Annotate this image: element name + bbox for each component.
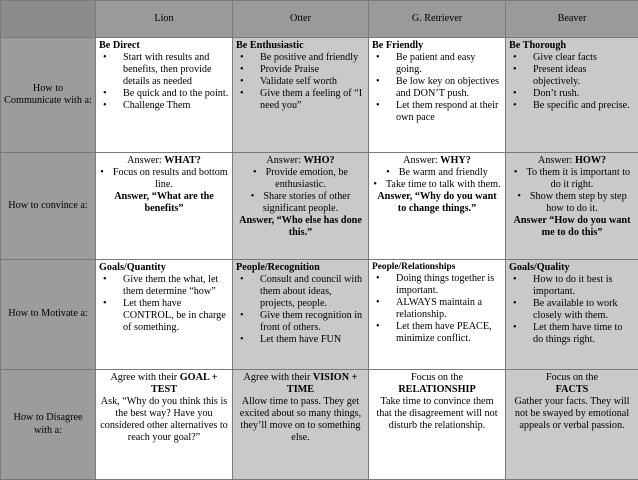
cell-motivate-retriever <box>369 260 506 370</box>
bullet-item: • Provide Praise <box>236 64 365 76</box>
bullet-item: • Give them recognition in front of others. <box>236 310 365 334</box>
cell-communicate-retriever <box>369 38 506 153</box>
bullet-item: • Present ideas objectively. <box>509 64 635 88</box>
bullet-item: • Be quick and to the point. <box>99 88 229 100</box>
cell-title: Goals/Quality <box>509 262 635 274</box>
row-label-convince: How to convince a: <box>1 153 96 260</box>
cell-disagree-retriever <box>369 370 506 480</box>
corner-cell <box>1 1 96 38</box>
bullet-item: • Give them a feeling of “I need you” <box>236 88 365 112</box>
disagree-text: Gather your facts. They will not be swayed by emotional appeals or verbal passion. <box>509 396 635 432</box>
bullet-item: • Let them respond at their own pace <box>372 100 502 124</box>
bullet-item: • Take time to talk with them. <box>372 179 502 191</box>
disagree-lead: Focus on the <box>509 372 635 384</box>
cell-title: Be Direct <box>99 40 229 52</box>
answer-prefix: Answer: <box>538 155 575 166</box>
cell-communicate-beaver <box>506 38 638 153</box>
cell-motivate-lion <box>96 260 233 370</box>
cell-convince-lion <box>96 153 233 260</box>
bullet-item: • Start with results and benefits, then provide details as needed <box>99 52 229 88</box>
cell-title: Be Enthusiastic <box>236 40 365 52</box>
bullet-item: • Focus on results and bottom line. <box>99 167 229 191</box>
cell-disagree-beaver <box>506 370 638 480</box>
row-disagree <box>1 370 638 480</box>
cell-title: Be Friendly <box>372 40 502 52</box>
cell-disagree-lion <box>96 370 233 480</box>
cell-title: People/Recognition <box>236 262 365 274</box>
row-label-motivate: How to Motivate a: <box>1 260 96 370</box>
bullet-item: • Be specific and precise. <box>509 100 635 112</box>
answer-keyword: HOW? <box>575 155 606 166</box>
cell-disagree-otter <box>233 370 369 480</box>
bullet-item: • Don’t rush. <box>509 88 635 100</box>
bullet-item: • ALWAYS maintain a relationship. <box>372 297 502 321</box>
bullet-item: • Be available to work closely with them. <box>509 298 635 322</box>
header-beaver: Beaver <box>506 1 638 38</box>
bullet-item: • Share stories of other significant people. <box>236 191 365 215</box>
answer-keyword: WHAT? <box>164 155 201 166</box>
disagree-keyword: VISION + TIME <box>287 372 358 395</box>
bullet-item: • How to do it best is important. <box>509 274 635 298</box>
disagree-keyword: RELATIONSHIP <box>372 384 502 396</box>
bullet-item: • Be patient and easy going. <box>372 52 502 76</box>
row-label-communicate: How to Communicate with a: <box>1 38 96 153</box>
bullet-item: • Be positive and friendly <box>236 52 365 64</box>
cell-title: Be Thorough <box>509 40 635 52</box>
disagree-keyword: GOAL + TEST <box>151 372 218 395</box>
disagree-lead: Agree with their <box>110 372 179 383</box>
bullet-item: • To them it is important to do it right. <box>509 167 635 191</box>
cell-communicate-otter <box>233 38 369 153</box>
cell-communicate-lion <box>96 38 233 153</box>
cell-convince-beaver <box>506 153 638 260</box>
cell-title: People/Relationships <box>372 262 502 273</box>
bullet-item: • Provide emotion, be enthusiastic. <box>236 167 365 191</box>
bullet-item: • Let them have CONTROL, be in charge of something. <box>99 298 229 334</box>
cell-motivate-otter <box>233 260 369 370</box>
header-lion: Lion <box>96 1 233 38</box>
bullet-item: • Give clear facts <box>509 52 635 64</box>
bullet-item: • Let them have FUN <box>236 334 365 346</box>
disagree-text: Take time to convince them that the disagreement will not disturb the relationship. <box>372 396 502 432</box>
cell-title: Goals/Quantity <box>99 262 229 274</box>
bullet-item: • Be low key on objectives and DON’T push. <box>372 76 502 100</box>
bullet-item: • Doing things together is important. <box>372 273 502 297</box>
bullet-item: • Give them the what, let them determine “how” <box>99 274 229 298</box>
row-label-disagree: How to Disagree with a: <box>1 370 96 480</box>
header-otter: Otter <box>233 1 369 38</box>
cell-convince-otter <box>233 153 369 260</box>
answer-quote: Answer, “Why do you want to change things.” <box>372 191 502 215</box>
bullet-item: • Challenge Them <box>99 100 229 112</box>
disagree-lead: Focus on the <box>372 372 502 384</box>
answer-prefix: Answer: <box>127 155 164 166</box>
row-convince <box>1 153 638 260</box>
bullet-item: • Be warm and friendly <box>372 167 502 179</box>
answer-quote: Answer, “What are the benefits” <box>99 191 229 215</box>
cell-convince-retriever <box>369 153 506 260</box>
answer-quote: Answer “How do you want me to do this” <box>509 215 635 239</box>
bullet-item: • Let them have time to do things right. <box>509 322 635 346</box>
disagree-text: Allow time to pass. They get excited about so many things, they’ll move on to something else. <box>236 396 365 444</box>
disagree-keyword: FACTS <box>509 384 635 396</box>
disagree-text: Ask, “Why do you think this is the best way? Have you considered other alternatives to reach your goal?” <box>99 396 229 444</box>
answer-prefix: Answer: <box>403 155 440 166</box>
answer-keyword: WHY? <box>440 155 471 166</box>
answer-keyword: WHO? <box>303 155 334 166</box>
bullet-item: • Consult and council with them about ideas, projects, people. <box>236 274 365 310</box>
bullet-item: • Let them have PEACE, minimize conflict. <box>372 321 502 345</box>
bullet-item: • Validate self worth <box>236 76 365 88</box>
answer-quote: Answer, “Who else has done this.” <box>236 215 365 239</box>
answer-prefix: Answer: <box>266 155 303 166</box>
row-motivate <box>1 260 638 370</box>
disagree-lead: Agree with their <box>244 372 313 383</box>
row-communicate <box>1 38 638 153</box>
header-retriever: G. Retriever <box>369 1 506 38</box>
cell-motivate-beaver <box>506 260 638 370</box>
bullet-item: • Show them step by step how to do it. <box>509 191 635 215</box>
